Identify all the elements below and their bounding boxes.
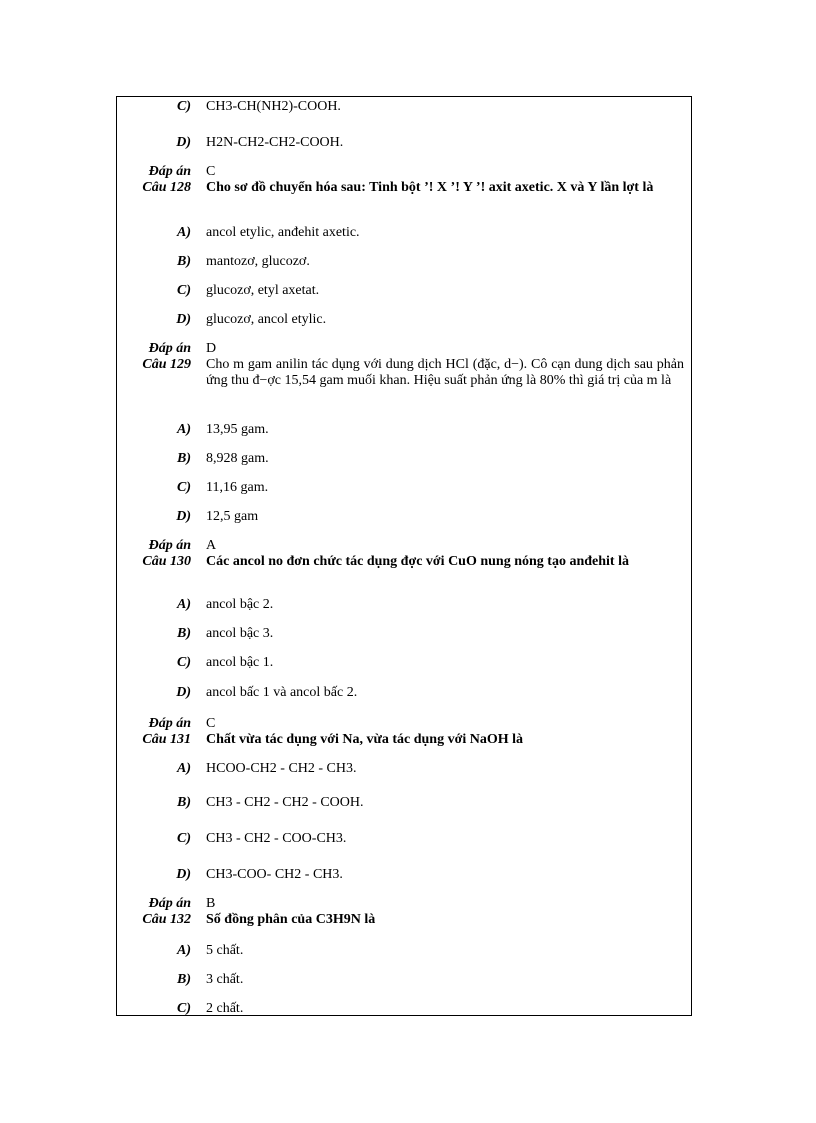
option-text: ancol bấc 1 và ancol bấc 2.	[206, 685, 358, 700]
answer-label: Đáp án	[148, 341, 191, 356]
option-text: 2 chất.	[206, 1001, 244, 1016]
option-text: 13,95 gam.	[206, 422, 269, 437]
option-label: B)	[177, 795, 191, 810]
answer-label: Đáp án	[148, 896, 191, 911]
question-text: Số đồng phân của C3H9N là	[206, 912, 376, 927]
option-label: B)	[177, 972, 191, 987]
option-label: A)	[177, 597, 191, 612]
option-text: H2N-CH2-CH2-COOH.	[206, 135, 344, 150]
answer-value: C	[206, 716, 216, 731]
option-text: CH3-CH(NH2)-COOH.	[206, 99, 341, 114]
option-text: ancol bậc 3.	[206, 626, 274, 641]
option-text: ancol bậc 2.	[206, 597, 274, 612]
option-label: A)	[177, 943, 191, 958]
answer-label: Đáp án	[148, 716, 191, 731]
option-label: A)	[177, 422, 191, 437]
option-label: B)	[177, 451, 191, 466]
option-text: ancol etylic, anđehit axetic.	[206, 225, 360, 240]
option-text: HCOO-CH2 - CH2 - CH3.	[206, 761, 357, 776]
option-text: 8,928 gam.	[206, 451, 269, 466]
option-label: B)	[177, 254, 191, 269]
option-label: C)	[177, 480, 191, 495]
question-number: Câu 132	[142, 912, 191, 927]
option-text: glucozơ, ancol etylic.	[206, 312, 327, 327]
question-text: Các ancol no đơn chức tác dụng đợc với CuO nung nóng tạo anđehit là	[206, 554, 629, 569]
option-text: 3 chất.	[206, 972, 244, 987]
answer-value: D	[206, 341, 217, 356]
question-number: Câu 130	[142, 554, 191, 569]
option-label: D)	[176, 135, 191, 150]
answer-value: C	[206, 164, 216, 179]
question-text: Cho sơ đồ chuyển hóa sau: Tinh bột ’! X ’! Y ’! axit axetic. X và Y lần lợt là	[206, 180, 654, 195]
option-text: 11,16 gam.	[206, 480, 269, 495]
question-text: Cho m gam anilin tác dụng với dung dịch HCl (đặc, d−). Cô cạn dung dịch sau phản ứng thu đ−ợc 15,54 gam muối khan. Hiệu suất phản ứng là 80% thì giá trị của m là	[206, 357, 684, 388]
question-number: Câu 131	[142, 732, 191, 747]
option-label: D)	[176, 312, 191, 327]
answer-value: A	[206, 538, 217, 553]
option-text: 5 chất.	[206, 943, 244, 958]
option-text: CH3 - CH2 - COO-CH3.	[206, 831, 347, 846]
option-text: ancol bậc 1.	[206, 655, 274, 670]
option-label: C)	[177, 99, 191, 114]
option-label: C)	[177, 831, 191, 846]
question-text: Chất vừa tác dụng với Na, vừa tác dụng với NaOH là	[206, 732, 524, 747]
question-number: Câu 129	[142, 357, 191, 372]
option-text: 12,5 gam	[206, 509, 259, 524]
option-label: B)	[177, 626, 191, 641]
option-label: A)	[177, 761, 191, 776]
answer-label: Đáp án	[148, 538, 191, 553]
question-table	[116, 96, 692, 1016]
option-label: D)	[176, 685, 191, 700]
option-label: D)	[176, 509, 191, 524]
option-text: glucozơ, etyl axetat.	[206, 283, 320, 298]
option-label: D)	[176, 867, 191, 882]
answer-value: B	[206, 896, 216, 911]
option-label: C)	[177, 1001, 191, 1016]
option-label: A)	[177, 225, 191, 240]
answer-label: Đáp án	[148, 164, 191, 179]
option-label: C)	[177, 655, 191, 670]
option-text: mantozơ, glucozơ.	[206, 254, 310, 269]
option-text: CH3-COO- CH2 - CH3.	[206, 867, 343, 882]
option-text: CH3 - CH2 - CH2 - COOH.	[206, 795, 364, 810]
question-number: Câu 128	[142, 180, 191, 195]
option-label: C)	[177, 283, 191, 298]
